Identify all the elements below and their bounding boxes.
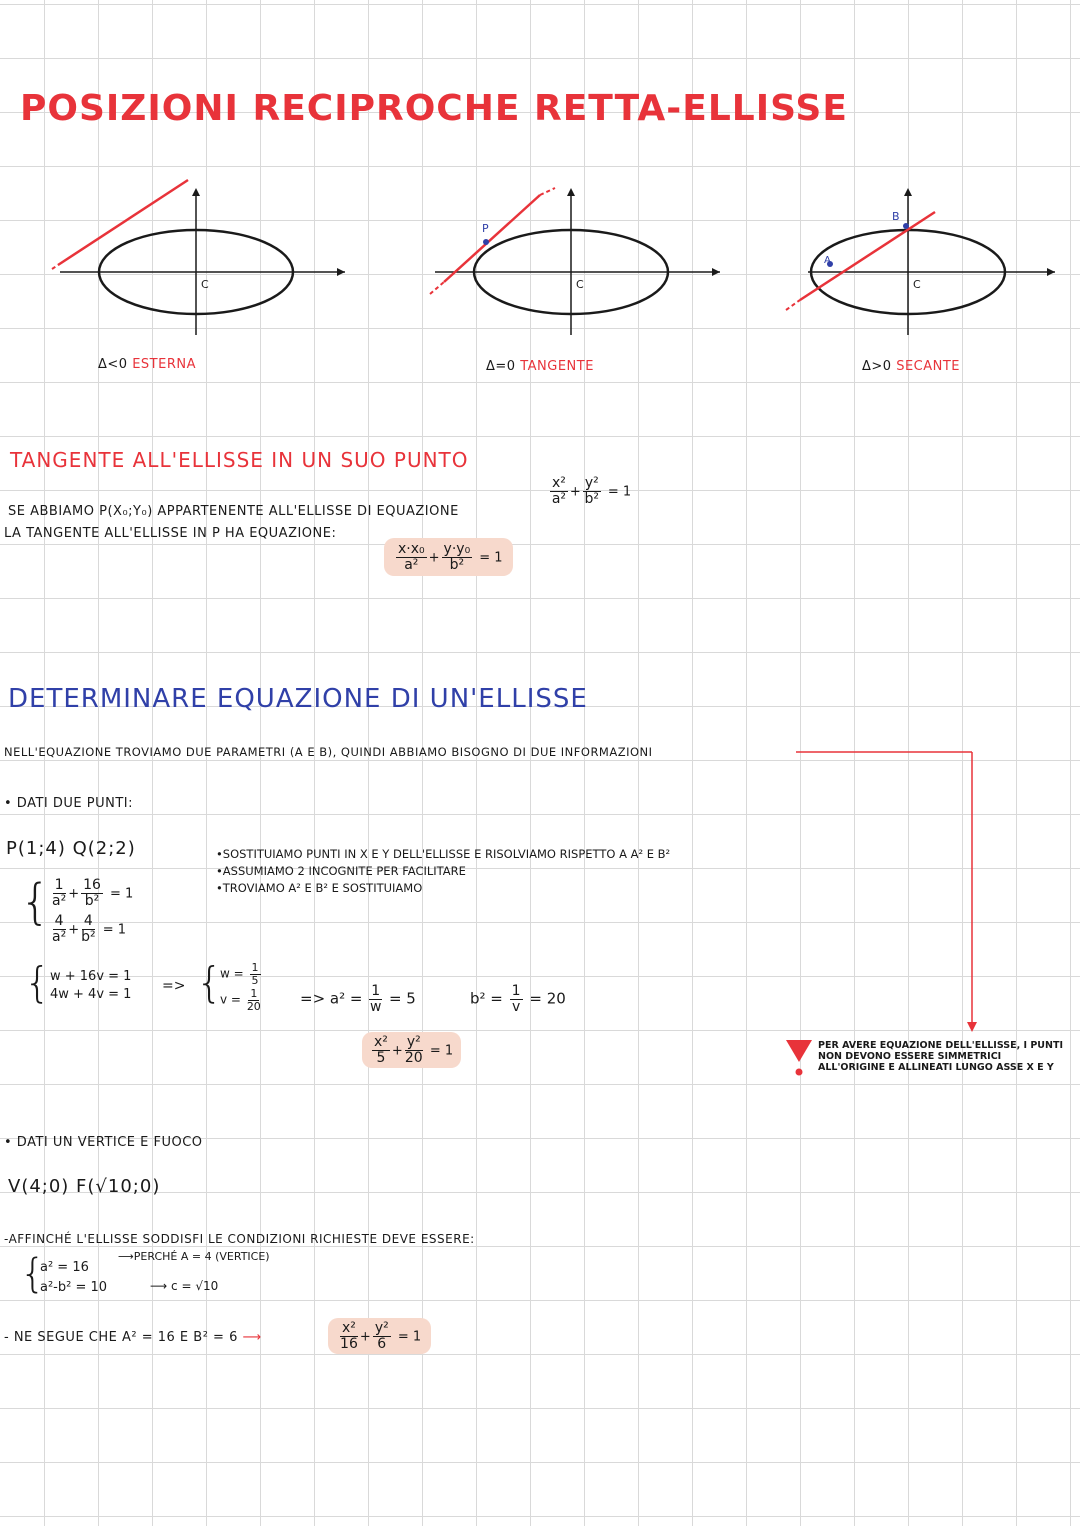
- sys1-r2-t1d: a²: [52, 929, 67, 946]
- case1-label: • DATI DUE PUNTI:: [4, 796, 133, 811]
- sys1-r1-t1d: a²: [52, 892, 67, 909]
- word-tangent: TANGENTE: [520, 359, 594, 374]
- eq-ellipse-rhs: = 1: [607, 484, 632, 500]
- case1-step: •TROVIAMO A² E B² E SOSTITUIAMO: [216, 881, 423, 895]
- sys3-brace: {: [196, 958, 223, 1007]
- warning-icon: [786, 1040, 812, 1076]
- case2-conclusion-text: - NE SEGUE CHE A² = 16 E B² = 6: [4, 1330, 238, 1345]
- sys2-arrow: =>: [162, 978, 186, 994]
- diagram-secant-point-b: B: [892, 210, 900, 223]
- diagram-secant-center: C: [913, 278, 921, 291]
- a2-prefix: => a² =: [300, 989, 363, 1008]
- eq-ellipse-t1n: x²: [552, 475, 566, 491]
- case1-result-t1d: 5: [376, 1049, 386, 1066]
- b2-result: = 20: [529, 989, 566, 1008]
- case1-result-rhs: = 1: [429, 1043, 454, 1059]
- eq-tangent-t2n: y·y₀: [443, 541, 471, 557]
- b2-prefix: b² =: [470, 989, 503, 1008]
- case2-note2: [150, 1279, 218, 1293]
- sys3-row: [220, 962, 263, 986]
- case2-result-t2d: 6: [377, 1335, 387, 1352]
- label-external: [98, 357, 196, 372]
- case2-sys-row: a² = 16: [40, 1260, 89, 1275]
- sys3-r2-lhs: v =: [220, 992, 241, 1007]
- case1-step: •SOSTITUIAMO PUNTI IN X E Y DELL'ELLISSE E RISOLVIAMO RISPETTO A A² E B²: [216, 847, 671, 861]
- sys3-r1-n: 1: [251, 961, 259, 974]
- sys1: [50, 878, 133, 945]
- diagram-external-center: C: [201, 278, 209, 291]
- diagram-external: [52, 180, 345, 335]
- case2-label: • DATI UN VERTICE E FUOCO: [4, 1135, 203, 1150]
- case1-result-t2d: 20: [404, 1049, 423, 1066]
- connector-arrow: [796, 752, 977, 1032]
- page-title: POSIZIONI RECIPROCHE RETTA-ELLISSE: [20, 88, 848, 129]
- sys1-r1-t1n: 1: [54, 877, 64, 893]
- case2-brace: {: [20, 1251, 46, 1297]
- eq-ellipse-t1d: a²: [551, 490, 567, 507]
- case2-result-t1d: 16: [340, 1335, 358, 1352]
- case1-steps: [216, 846, 670, 897]
- sys2-row: 4w + 4v = 1: [50, 987, 132, 1002]
- diagram-tangent-center: C: [576, 278, 584, 291]
- b2-d: v: [511, 998, 521, 1015]
- sys1-r1-t2d: b²: [84, 892, 100, 909]
- case2-result: $\frac{\text{x²}}{16}$ + $\frac{\text{y²}}{6}$ = 1: [328, 1318, 431, 1354]
- case1-result-t1n: x²: [374, 1034, 388, 1050]
- sys1-r1-rhs: = 1: [110, 886, 134, 902]
- a2-equation: [300, 984, 416, 1014]
- diagram-tangent: [430, 188, 720, 335]
- sys3: [220, 962, 263, 1012]
- b2-equation: [470, 984, 566, 1014]
- sys3-r2-n: 1: [250, 987, 258, 1001]
- label-secant: [862, 359, 960, 374]
- sys1-brace: {: [20, 874, 51, 930]
- eq-tangent-rhs: = 1: [479, 550, 503, 566]
- case2-result-t1n: x²: [342, 1320, 356, 1336]
- a2-n: 1: [371, 983, 381, 999]
- sys3-r1-d: 5: [251, 973, 259, 987]
- case2-note2-text: c = √10: [171, 1279, 219, 1293]
- case2-condition: -AFFINCHÉ L'ELLISSE SODDISFI LE CONDIZIONI RICHIESTE DEVE ESSERE:: [4, 1232, 475, 1246]
- sys3-row: [220, 988, 263, 1012]
- sys1-r2-t2n: 4: [83, 913, 93, 930]
- case2-note1: [118, 1250, 270, 1263]
- sys2-row: w + 16v = 1: [50, 969, 132, 984]
- delta-secant: Δ>0: [862, 359, 892, 374]
- arrow-icon: ⟶: [150, 1279, 168, 1293]
- sys2: [50, 968, 131, 1004]
- case2-sys-row: a²-b² = 10: [40, 1280, 108, 1295]
- tangent-line1: SE ABBIAMO P(X₀;Y₀) APPARTENENTE ALL'ELLISSE DI EQUAZIONE: [8, 504, 459, 519]
- case2-points: V(4;0) F(√10;0): [8, 1176, 161, 1197]
- eq-ellipse-t2n: y²: [584, 475, 599, 491]
- arrow-icon: ⟶: [242, 1330, 262, 1345]
- case2-result-rhs: = 1: [397, 1329, 422, 1345]
- eq-tangent-t2d: b²: [449, 556, 465, 573]
- case2-conclusion: [4, 1330, 262, 1345]
- label-tangent: [486, 359, 594, 374]
- tangent-line2: LA TANGENTE ALL'ELLISSE IN P HA EQUAZIONE:: [4, 526, 337, 541]
- sys3-r2-d: 20: [246, 999, 261, 1013]
- a2-d: w: [369, 998, 382, 1015]
- case2-sys: [40, 1258, 107, 1298]
- determine-heading: DETERMINARE EQUAZIONE DI UN'ELLISSE: [8, 684, 588, 714]
- eq-tangent-t1n: x·x₀: [398, 541, 425, 557]
- sys1-r2-rhs: = 1: [102, 923, 126, 939]
- delta-tangent: Δ=0: [486, 359, 516, 374]
- sys1-r1-t2n: 16: [83, 877, 101, 893]
- ellipse-equation: $\frac{\text{x²}}{\text{a²}}$ + $\frac{\text{y²}}{\text{b²}}$ = 1: [551, 475, 632, 507]
- case1-step: •ASSUMIAMO 2 INCOGNITE PER FACILITARE: [216, 864, 466, 878]
- word-secant: SECANTE: [896, 359, 961, 374]
- tangent-heading: TANGENTE ALL'ELLISSE IN UN SUO PUNTO: [10, 448, 469, 472]
- sys1-r2-t2d: b²: [81, 929, 96, 946]
- case1-points: P(1;4) Q(2;2): [6, 838, 136, 859]
- case2-note1-text: PERCHÉ A = 4 (VERTICE): [133, 1250, 270, 1263]
- sys3-r1-lhs: w =: [220, 966, 244, 981]
- diagram-tangent-point: P: [482, 222, 489, 235]
- determine-intro: NELL'EQUAZIONE TROVIAMO DUE PARAMETRI (A E B), QUINDI ABBIAMO BISOGNO DI DUE INFORMAZIONI: [4, 745, 653, 759]
- eq-tangent-t1d: a²: [404, 556, 419, 573]
- case2-result-t2n: y²: [374, 1320, 389, 1336]
- sys1-row: $\frac{4}{\text{a²}}$ + $\frac{4}{\text{b²}}$ = 1: [52, 913, 126, 946]
- sys1-row: $\frac{1}{\text{a²}}$ + $\frac{16}{\text{b²}}$ = 1: [52, 877, 134, 909]
- case1-result: $\frac{\text{x²}}{5}$ + $\frac{\text{y²}}{20}$ = 1: [362, 1032, 461, 1068]
- side-note: PER AVERE EQUAZIONE DELL'ELLISSE, I PUNTI NON DEVONO ESSERE SIMMETRICI ALL'ORIGINE E ALLINEATI LUNGO ASSE X E Y: [818, 1040, 1063, 1073]
- a2-result: = 5: [388, 989, 416, 1008]
- sys2-brace: {: [24, 958, 51, 1007]
- diagram-secant-point-a: A: [824, 255, 831, 266]
- b2-n: 1: [511, 983, 521, 999]
- case1-result-t2n: y²: [406, 1034, 421, 1050]
- delta-external: Δ<0: [98, 357, 128, 372]
- eq-ellipse-t2d: b²: [584, 490, 600, 507]
- tangent-equation: $\frac{\text{x·x₀}}{\text{a²}}$ + $\frac{\text{y·y₀}}{\text{b²}}$ = 1: [384, 538, 513, 576]
- sys1-r2-t1n: 4: [54, 913, 64, 930]
- arrow-icon: ⟶: [118, 1250, 134, 1263]
- word-external: ESTERNA: [132, 357, 196, 372]
